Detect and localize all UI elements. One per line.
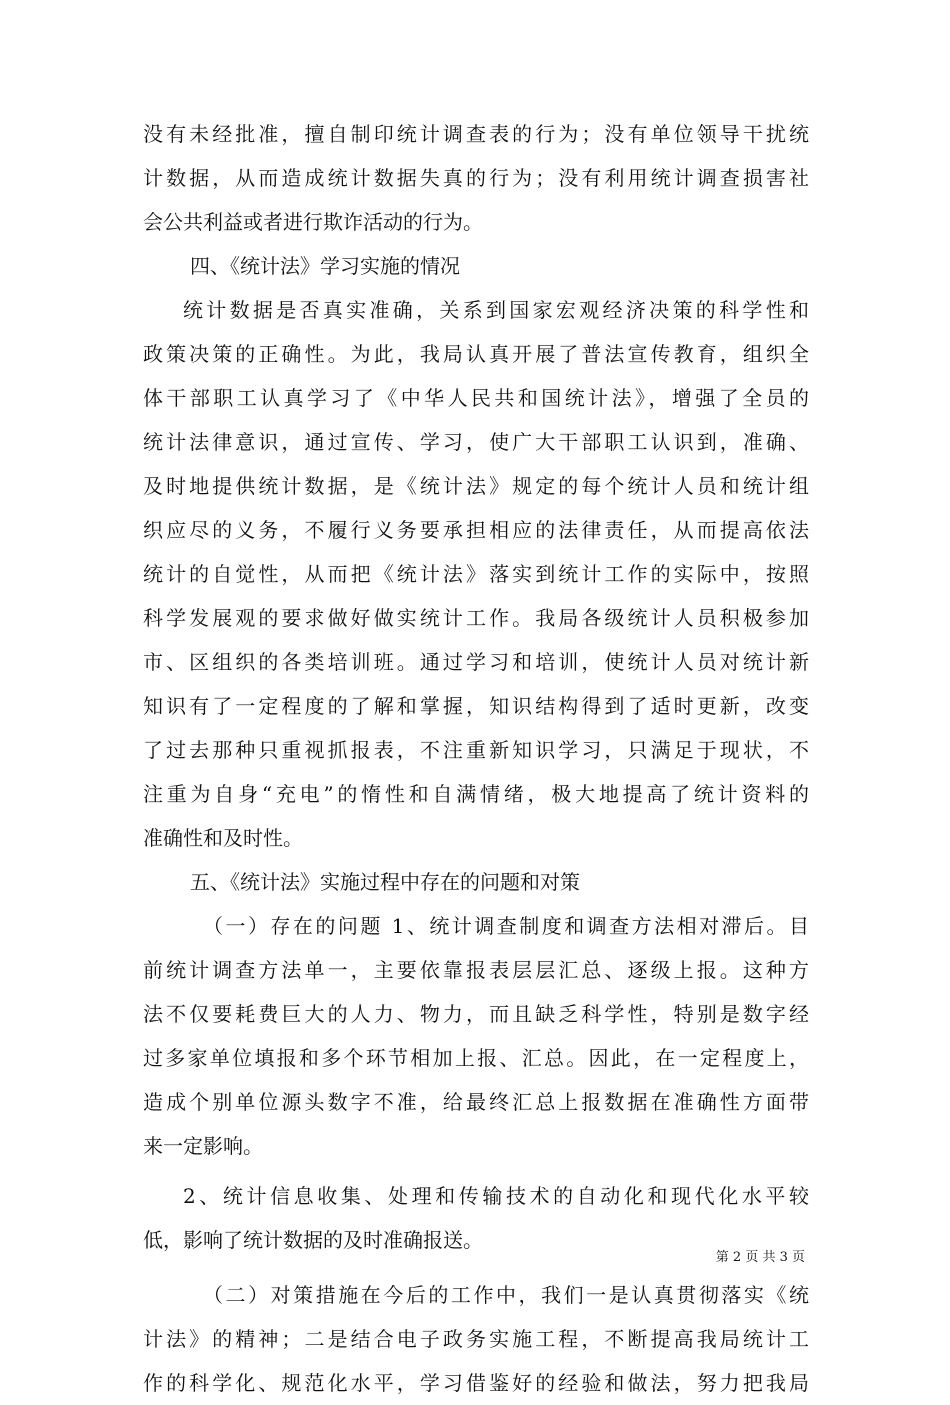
text-line: 前统计调查方法单一，主要依靠报表层层汇总、逐级上报。这种方 [143,958,809,982]
text-line: 统计数据是否真实准确，关系到国家宏观经济决策的科学性和 [183,298,809,322]
text-line: 织应尽的义务，不履行义务要承担相应的法律责任，从而提高依法 [143,518,809,542]
text-line: 作的科学化、规范化水平，学习借鉴好的经验和做法，努力把我局 [143,1371,809,1395]
text-line: 注重为自身“充电”的惰性和自满情绪，极大地提高了统计资料的 [143,782,809,806]
text-line: 会公共利益或者进行欺诈活动的行为。 [143,210,483,234]
text-line: 知识有了一定程度的了解和掌握，知识结构得到了适时更新，改变 [143,694,809,718]
text-line: 计法》的精神；二是结合电子政务实施工程，不断提高我局统计工 [143,1327,809,1351]
text-line: 2、统计信息收集、处理和传输技术的自动化和现代化水平较 [183,1184,809,1208]
text-line: 了过去那种只重视抓报表，不注重新知识学习，只满足于现状，不 [143,738,809,762]
text-line: 没有未经批准，擅自制印统计调查表的行为；没有单位领导干扰统 [143,122,809,146]
text-line: （一）存在的问题 1、统计调查制度和调查方法相对滞后。目 [203,914,809,938]
page-number: 第 2 页 共 3 页 [715,1250,805,1265]
text-line: 准确性和及时性。 [143,826,303,850]
document-body [143,112,809,1405]
section-heading: 四、《统计法》学习实施的情况 [190,254,460,278]
section-heading: 五、《统计法》实施过程中存在的问题和对策 [190,870,580,894]
text-line: 计数据，从而造成统计数据失真的行为；没有利用统计调查损害社 [143,166,809,190]
text-line: 统计的自觉性，从而把《统计法》落实到统计工作的实际中，按照 [143,562,809,586]
text-line: 法不仅要耗费巨大的人力、物力，而且缺乏科学性，特别是数字经 [143,1002,809,1026]
text-line: 统计法律意识，通过宣传、学习，使广大干部职工认识到，准确、 [143,430,809,454]
text-line: 过多家单位填报和多个环节相加上报、汇总。因此，在一定程度上， [143,1046,809,1070]
text-line: 市、区组织的各类培训班。通过学习和培训，使统计人员对统计新 [143,650,809,674]
text-line: 造成个别单位源头数字不准，给最终汇总上报数据在准确性方面带 [143,1090,809,1114]
text-line: 及时地提供统计数据，是《统计法》规定的每个统计人员和统计组 [143,474,809,498]
text-line: 体干部职工认真学习了《中华人民共和国统计法》，增强了全员的 [143,386,809,410]
text-line: 政策决策的正确性。为此，我局认真开展了普法宣传教育，组织全 [143,342,809,366]
text-line: （二）对策措施在今后的工作中，我们一是认真贯彻落实《统 [203,1283,809,1307]
text-line: 来一定影响。 [143,1134,263,1158]
text-line: 科学发展观的要求做好做实统计工作。我局各级统计人员积极参加 [143,606,809,630]
text-line: 低，影响了统计数据的及时准确报送。 [143,1228,483,1252]
